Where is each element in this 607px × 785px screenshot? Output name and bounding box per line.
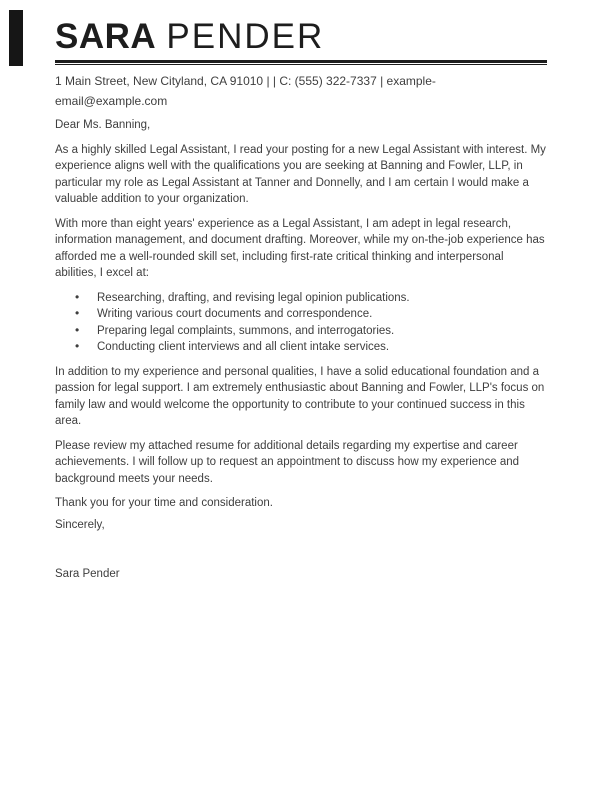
name-heading — [55, 18, 547, 56]
contact-line: 1 Main Street, New Cityland, CA 91010 | | C: (555) 322-7337 | example-email@example.com — [55, 74, 436, 108]
paragraph-experience: With more than eight years' experience as a Legal Assistant, I am adept in legal research, information management, and document drafting. Moreover, while my on-the-job experience has afforded me a well-rounded skill set, including first-rate critical thinking and interpersonal abilities, I excel at: — [55, 217, 545, 279]
letter-content — [55, 18, 547, 583]
header-rule — [55, 60, 547, 65]
salutation: Dear Ms. Banning, — [55, 119, 151, 131]
name-space — [156, 17, 166, 56]
letter-body — [55, 117, 547, 583]
signature-name: Sara Pender — [55, 568, 120, 580]
paragraph-intro: As a highly skilled Legal Assistant, I read your posting for a new Legal Assistant with interest. My experience aligns well with the qualifications you are seeking at Banning and Fowler, LLP, in particular my role as Legal Assistant at Tanner and Donnelly, and I am certain I would make a valuable addition to your organization. — [55, 143, 546, 205]
accent-bar — [9, 10, 23, 66]
skills-list-item: • Writing various court documents and correspondence. — [97, 306, 547, 323]
skills-list-item: • Researching, drafting, and revising legal opinion publications. — [97, 290, 547, 307]
paragraph-followup: Please review my attached resume for additional details regarding my expertise and career achievements. I will follow up to request an appointment to discuss how my experience and background meets your needs. — [55, 439, 520, 485]
first-name: SARA — [55, 17, 157, 56]
skills-list — [55, 290, 547, 356]
skills-list-item: • Conducting client interviews and all client intake services. — [97, 339, 547, 356]
paragraph-education: In addition to my experience and personal qualities, I have a solid educational foundation and a passion for legal support. I am extremely enthusiastic about Banning and Fowler, LLP's focus on family law and would welcome the opportunity to contribute to your continued success in this area. — [55, 365, 545, 427]
skills-list-item: • Preparing legal complaints, summons, and interrogatories. — [97, 323, 547, 340]
last-name: PENDER — [166, 17, 325, 56]
closing-thanks: Thank you for your time and consideration. — [55, 497, 273, 509]
letter-header — [55, 18, 547, 111]
closing-signoff: Sincerely, — [55, 518, 105, 531]
